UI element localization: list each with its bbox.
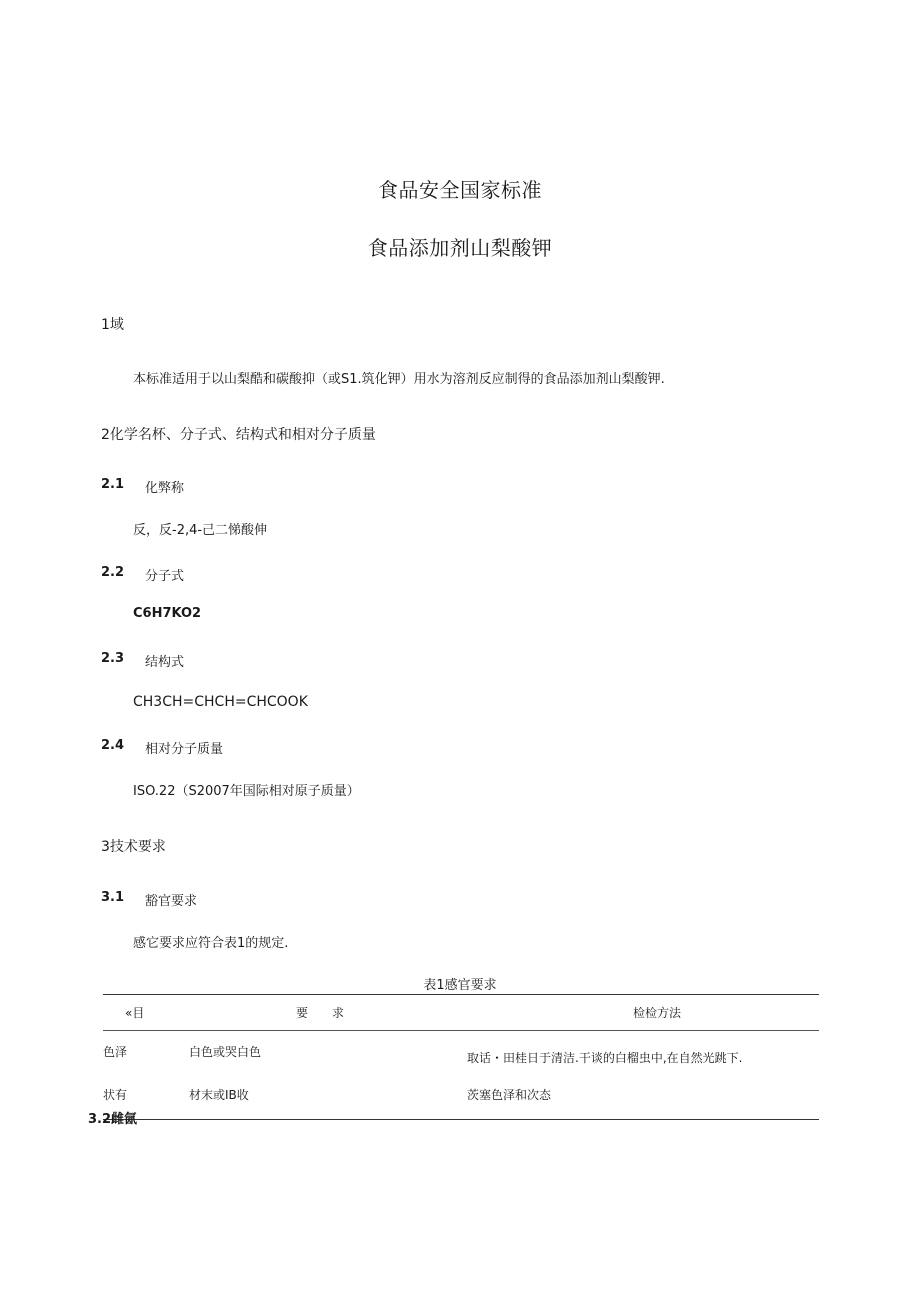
- section-2-3-number: 2.3: [101, 651, 125, 666]
- table-row: [103, 1031, 819, 1082]
- section-3-1-body: 感它要求应符合表1的规定.: [133, 936, 289, 951]
- table-caption: 表1感官要求: [423, 978, 497, 993]
- table-header-requirement: 要 求: [185, 995, 455, 1031]
- document-title: 食品安全国家标准: [378, 178, 542, 202]
- section-2-4-number: 2.4: [101, 738, 125, 753]
- section-2-2-number: 2.2: [101, 565, 125, 580]
- section-2-2-title: 分子式: [145, 569, 185, 584]
- table-cell-item: 状有: [103, 1081, 185, 1120]
- sensory-requirements-table: [103, 994, 819, 1120]
- section-1-body: 本标准适用于以山梨酷和碳酸抑（或S1.筑化钾）用水为溶剂反应制得的食品添加剂山梨酸钾.: [133, 372, 665, 387]
- table-cell-item: 色泽: [103, 1045, 128, 1059]
- table-row: [103, 1081, 819, 1120]
- table-cell-method: 取话・田桂日于清洁.干谈的白榴虫中,在自然光跳下.: [467, 1051, 743, 1065]
- document-subtitle: 食品添加剂山梨酸钾: [367, 236, 553, 260]
- section-2-2-body: C6H7KO2: [133, 606, 202, 621]
- section-3-1-number: 3.1: [101, 890, 125, 905]
- table-cell-requirement: 白色或哭白色: [189, 1045, 262, 1059]
- table-cell-method: 茨塞色泽和次态: [455, 1081, 819, 1120]
- section-2-3-body: CH3CH=CHCH=CHCOOK: [133, 694, 308, 710]
- table-cell-requirement: 材末或IB收: [185, 1081, 455, 1120]
- section-2-3-title: 结构式: [145, 655, 185, 670]
- section-2-1-body: 反，反-2,4-己二悌酸伸: [133, 523, 268, 538]
- table-header-row: [103, 995, 819, 1031]
- section-3-2-heading: 3.2雌氤: [88, 1112, 138, 1127]
- table-header-method: 检检方法: [455, 995, 819, 1031]
- table-header-item: «目: [103, 995, 185, 1031]
- section-2-4-body: ISO.22（S2007年国际相对原子质量）: [133, 784, 360, 799]
- section-2-1-number: 2.1: [101, 477, 125, 492]
- section-2-heading: 2化学名杯、分子式、结构式和相对分子质量: [101, 427, 376, 443]
- section-3-1-title: 豁官要求: [145, 894, 198, 909]
- section-2-1-title: 化弊称: [145, 481, 185, 496]
- section-2-4-title: 相对分子质量: [145, 742, 224, 757]
- section-1-heading: 1域: [101, 317, 124, 333]
- section-3-heading: 3技术要求: [101, 839, 166, 855]
